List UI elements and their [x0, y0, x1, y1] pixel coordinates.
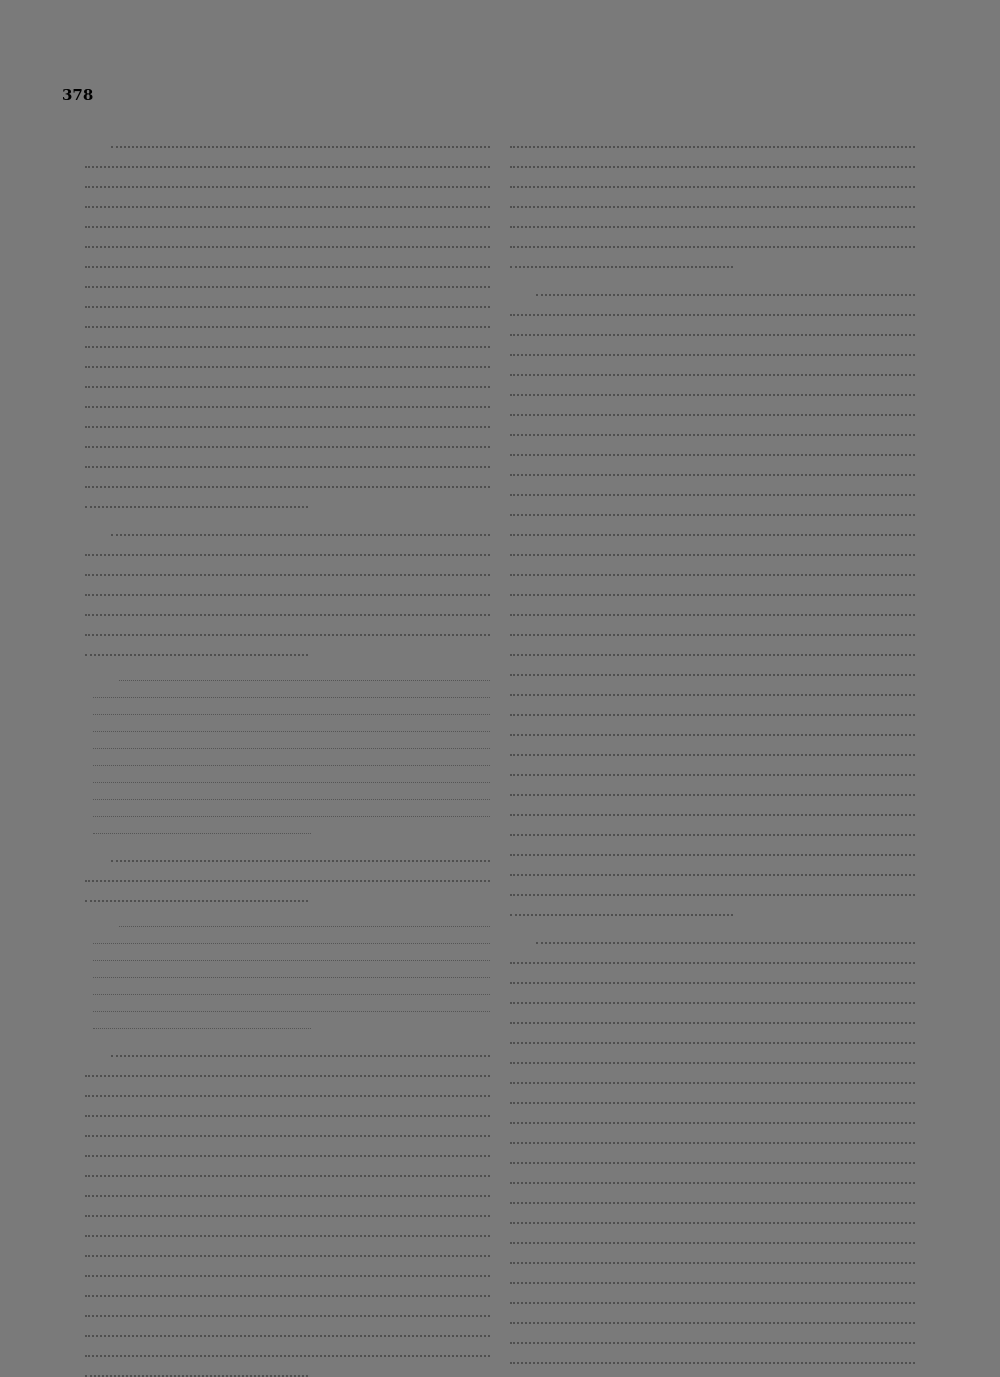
left-paragraph-3: [85, 842, 490, 902]
right-paragraph-1: [510, 128, 915, 268]
right-column: [510, 128, 915, 1308]
left-quote-2: [93, 910, 490, 1029]
left-paragraph-1: [85, 128, 490, 508]
left-paragraph-4: [85, 1037, 490, 1377]
right-paragraph-2: [510, 276, 915, 916]
left-quote-1: [93, 664, 490, 834]
right-paragraph-3: [510, 924, 915, 1364]
page-number: 378: [62, 86, 94, 104]
left-paragraph-2: [85, 516, 490, 656]
left-column: [85, 128, 490, 1308]
